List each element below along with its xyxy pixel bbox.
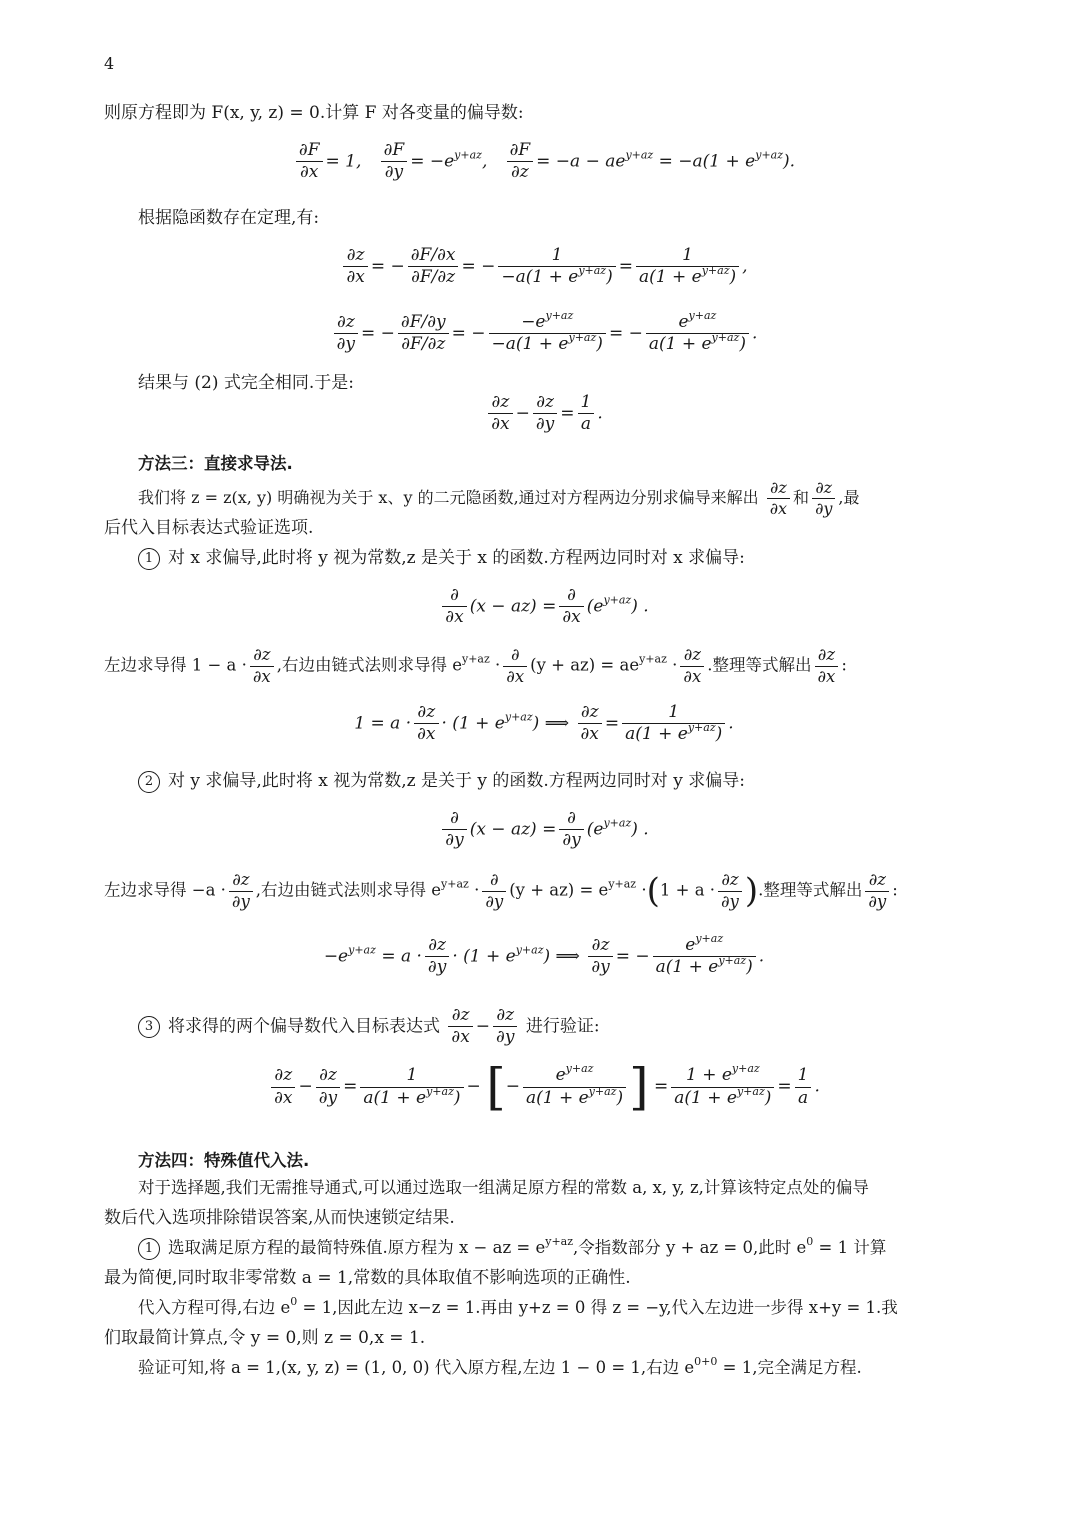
step-marker: 1 — [138, 548, 160, 570]
section-heading-method-3: 方法三：直接求导法. — [138, 454, 293, 473]
equation-dz-dy-implicit: $\frac{\partial z}{\partial y}$ = − $\frac{\partial F/\partial y}{\partial F/\partial z}$ = − $\frac{-e^{y+az}}{-a(1 + e^{y+az})}$ = − $\frac{e^{y+az}}{a(1 + e^{y+az})}$ . — [104, 312, 984, 356]
text-line: 根据隐函数存在定理,有: — [138, 208, 320, 228]
text-line: 左边求导得 1 − a · $\frac{\partial z}{\partial x}$ ,右边由链式法则求导得 $e^{y+az}$ · $\frac{\partial}{\partial x}$ $(y + az) = ae^{y+az}$ · $\frac{\partial z}{\partial x}$ .整理等式解出 $\frac{\partial z}{\partial x}$ : — [104, 645, 847, 686]
text-line: 对于选择题,我们无需推导通式,可以通过选取一组满足原方程的常数 a, x, y, z,计算该特定点处的偏导 — [138, 1178, 869, 1197]
text-line: 验证可知,将 a = 1,(x, y, z) = (1, 0, 0) 代入原方程,左边 1 − 0 = 1,右边 $e^{0+0} = 1$,完全满足方程. — [138, 1355, 862, 1377]
section-heading-method-4: 方法四：特殊值代入法. — [138, 1151, 310, 1170]
text-line: 们取最简计算点,令 y = 0,则 z = 0,x = 1. — [104, 1328, 426, 1348]
equation-diff-x: $\frac{\partial}{\partial x}$ (x − az) = $\frac{\partial}{\partial x}$ $(e^{y+az})$ . — [104, 585, 984, 629]
equation-verify: $\frac{\partial z}{\partial x}$ − $\frac{\partial z}{\partial y}$ = $\frac{1}{a(1 + e^{y+az})}$ − [− $\frac{e^{y+az}}{a(1 + e^{y+az})}$ ] = $\frac{1 + e^{y+az}}{a(1 + e^{y+az})}$ = $\frac{1}{a}$ . — [104, 1062, 984, 1112]
step-marker: 2 — [138, 771, 160, 793]
equation-solve-dz-dy: $-e^{y+az} = a$ · $\frac{\partial z}{\partial y}$ · $(1 + e^{y+az})$ ⟹ $\frac{\partial z}{\partial y}$ = − $\frac{e^{y+az}}{a(1 + e^{y+az})}$ . — [323, 932, 765, 978]
text-line: 1 对 x 求偏导,此时将 y 视为常数,z 是关于 x 的函数.方程两边同时对 x 求偏导: — [104, 545, 1018, 571]
page-number: 4 — [104, 54, 115, 73]
text-line: 结果与 (2) 式完全相同.于是: — [138, 373, 355, 393]
text-line: 2 对 y 求偏导,此时将 x 视为常数,z 是关于 y 的函数.方程两边同时对 y 求偏导: — [104, 768, 1018, 794]
text-line: 后代入目标表达式验证选项. — [104, 518, 314, 538]
equation-solve-dz-dx: 1 = a · $\frac{\partial z}{\partial x}$ · $(1 + e^{y+az})$ ⟹ $\frac{\partial z}{\partial x}$ = $\frac{1}{a(1 + e^{y+az})}$ . — [354, 702, 734, 745]
equation-partials-F: $\frac{\partial F}{\partial x}$ = 1, $\frac{\partial F}{\partial y}$ = $-e^{y+az}$, $\frac{\partial F}{\partial z}$ = $-a - ae^{y+az} = -a(1 + e^{y+az})$. — [104, 140, 984, 184]
step-marker: 1 — [138, 1238, 160, 1260]
text-line: 代入方程可得,右边 $e^0 = 1$,因此左边 x−z = 1.再由 y+z = 0 得 z = −y,代入左边进一步得 x+y = 1.我 — [138, 1295, 898, 1317]
text-line: 我们将 z = z(x, y) 明确视为关于 x、y 的二元隐函数,通过对方程两边分别求偏导来解出 $\frac{\partial z}{\partial x}$ 和 $\frac{\partial z}{\partial y}$ ,最 — [138, 478, 860, 518]
text-line: 最为简便,同时取非零常数 a = 1,常数的具体取值不影响选项的正确性. — [104, 1268, 631, 1288]
step-marker: 3 — [138, 1016, 160, 1038]
equation-diff-y: $\frac{\partial}{\partial y}$ (x − az) = $\frac{\partial}{\partial y}$ $(e^{y+az})$ . — [104, 808, 984, 852]
text-line: 则原方程即为 F(x, y, z) = 0.计算 F 对各变量的偏导数: — [104, 103, 524, 123]
text-line: 数后代入选项排除错误答案,从而快速锁定结果. — [104, 1208, 455, 1228]
text-line: 1 选取满足原方程的最简特殊值.原方程为 x − az = $e^{y+az}$,令指数部分 y + az = 0,此时 $e^0 = 1$ 计算 — [104, 1235, 1018, 1261]
equation-result: $\frac{\partial z}{\partial x}$ − $\frac{\partial z}{\partial y}$ = $\frac{1}{a}$ . — [104, 392, 984, 436]
equation-dz-dx-implicit: $\frac{\partial z}{\partial x}$ = − $\frac{\partial F/\partial x}{\partial F/\partial z}$ = − $\frac{1}{-a(1 + e^{y+az})}$ = $\frac{1}{a(1 + e^{y+az})}$ , — [104, 245, 984, 289]
text-line: 3 将求得的两个偏导数代入目标表达式 $\frac{\partial z}{\partial x}$ − $\frac{\partial z}{\partial y}$ 进行验证: — [104, 1005, 1018, 1049]
text-line: 左边求导得 −a · $\frac{\partial z}{\partial y}$ ,右边由链式法则求导得 $e^{y+az}$ · $\frac{\partial}{\partial y}$ $(y + az) = e^{y+az} \cdot(1 + a$ · $\frac{\partial z}{\partial y}$ ).整理等式解出 $\frac{\partial z}{\partial y}$ : — [104, 870, 898, 912]
